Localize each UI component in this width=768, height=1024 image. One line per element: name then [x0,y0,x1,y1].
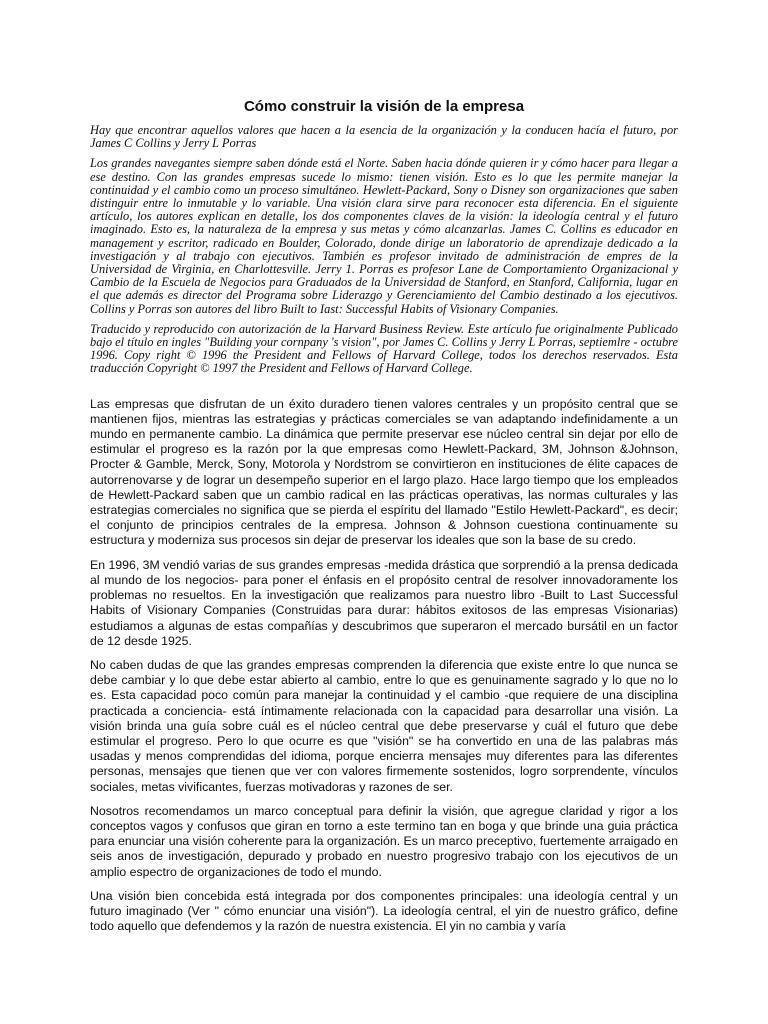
body-paragraph-5: Una visión bien concebida está integrada por dos componentes principales: una ideología central y un futuro imaginado (Ver " cómo enunciar una visión"). La ideología central, el yin de nuestro gráfico, define todo aquello que defendemos y la razón de nuestra existencia. El yin no cambia y varía [90,888,678,934]
credits-paragraph: Traducido y reproducido con autorización de la Harvard Business Review. Este artículo fue originalmente Publicado bajo el título en ingles "Building your cornpany 's vision", por James C. Collins y Jerry L Porras, septiemlre - octubre 1996. Copy right © 1996 the President and Fellows of Harvard College, todos los derechos reservados. Esta traducción Copyright © 1997 the President and Fellows of Harvard College. [90,321,678,376]
body-paragraph-4: Nosotros recomendamos un marco conceptual para definir la visión, que agregue claridad y rigor a los conceptos vagos y confusos que giran en torno a este termino tan en boga y que brinde una guia práctica para enunciar una visión coherente para la organización. Es un marco preceptivo, fuertemente arraigado en seis anos de investigación, depurado y probado en nuestro progresivo trabajo con los ejecutivos de un amplio espectro de organizaciones de todo el mundo. [90,803,678,879]
body-paragraph-3: No caben dudas de que las grandes empresas comprenden la diferencia que existe entre lo que nunca se debe cambiar y lo que debe estar abierto al cambio, entre lo que es genuinamente sagrado y lo que no lo es. Esta capacidad poco común para manejar la continuidad y el cambio -que requiere de una disciplina practicada a conciencia- está íntimamente relacionada con la capacidad para desarrollar una visión. La visión brinda una guía sobre cuál es el núcleo central que debe preservarse y cuál el futuro que debe estimular el progreso. Pero lo que ocurre es que "visión" se ha convertido en una de las palabras más usadas y menos comprendidas del idioma, porque encierra mensajes muy diferentes para las diferentes personas, mensajes que tienen que ver con valores firmemente sostenidos, logro sorprendente, vínculos sociales, metas vivificantes, fuerzas motivadoras y razones de ser. [90,657,678,794]
body-paragraph-1: Las empresas que disfrutan de un éxito duradero tienen valores centrales y un propósito central que se mantienen fijos, mientras las estrategias y prácticas comerciales se van adaptando indefinidamente a un mundo en permanente cambio. La dinámica que permite preservar ese núcleo central sin dejar por ello de estimular el progreso es la razón por la que empresas como Hewlett-Packard, 3M, Johnson &Johnson, Procter & Gamble, Merck, Sony, Motorola y Nordstrom se convirtieron en instituciones de élite capaces de autorrenovarse y de lograr un desempeño superior en el largo plazo. Hace largo tiempo que los empleados de Hewlett-Packard saben que un cambio radical en las prácticas operativas, las normas culturales y las estrategias comerciales no significa que se pierda el espíritu del llamado "Estilo Hewlett-Packard", es decir; el conjunto de principios centrales de la empresa. Johnson & Johnson cuestiona continuamente su estructura y moderniza sus procesos sin dejar de preservar los ideales que son la base de su credo. [90,396,678,548]
document-title: Cómo construir la visión de la empresa [243,98,525,115]
intro-paragraph: Los grandes navegantes siempre saben dónde está el Norte. Saben hacia dónde quieren ir y cómo hacer para llegar a ese destino. Con las grandes empresas sucede lo mismo: tienen visión. Esto es lo que les permite manejar la continuidad y el cambio como un proceso simultáneo. Hewlett-Packard, Sony o Disney son organizaciones que saben distinguir entre lo inmutable y lo variable. Una visión clara sirve para reconocer esta diferencia. En el siguiente artículo, los autores explican en detalle, los dos componentes claves de la visión: la ideología central y el futuro imaginado. Esto es, la naturaleza de la empresa y sus metas y cómo alcanzarlas. James C. Collins es educador en management y escritor, radicado en Boulder, Colorado, donde dirige un laboratorio de aprendizaje dedicado a la investigación y al trabajo con ejecutivos. También es profesor invitado de administración de empres de la Universidad de Virginia, en Charlottesville. Jerry 1. Porras es profesor Lane de Comportamiento Organizacional y Cambio de la Escuela de Negocios para Graduados de la Universidad de Stanford, en Stanford, California, lugar en el que además es director del Programa sobre Liderazgo y Gerenciamiento del Cambio destinado a los ejecutivos. Collins y Porras son autores del libro Built to Iast: Successful Habits of Visionary Companies. [90,156,678,316]
document-subtitle: Hay que encontrar aquellos valores que hacen a la esencia de la organización y la conducen hacía el futuro, por James C Collins y Jerry L Porras [90,123,678,151]
body-paragraph-2: En 1996, 3M vendió varias de sus grandes empresas -medida drástica que sorprendió a la prensa dedicada al mundo de los negocios- para poner el énfasis en el propósito central de resolver innovadoramente los problemas no resueltos. En la investigación que realizamos para nuestro libro -Built to Last Successful Habits of Visionary Companies (Construidas para durar: hábitos exitosos de las empresas Visionarias) estudiamos a algunas de estas compañías y descubrimos que superaron el mercado bursátil en un factor de 12 desde 1925. [90,557,678,648]
